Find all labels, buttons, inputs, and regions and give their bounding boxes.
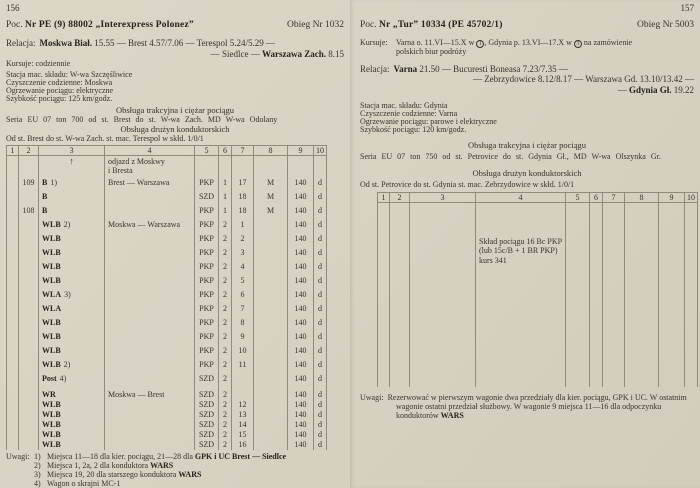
obieg-number: Obieg Nr 1032 — [287, 20, 344, 30]
col-carrier: PKP — [195, 246, 219, 260]
remark-item: 1) Miejsca 11—18 dla kier. pociągu, 21—28 dla GPK i UC Brest — Siedlce — [34, 451, 287, 461]
col-speed: 140 — [288, 274, 314, 288]
table-row — [6, 410, 327, 420]
col-route — [105, 400, 195, 410]
col-circuit — [19, 246, 39, 260]
col-car-type: WLB — [39, 232, 105, 246]
col-car-number: 18 — [232, 190, 254, 204]
col-class: 2 — [219, 420, 232, 430]
table-row — [6, 260, 327, 274]
operating-days-label: Kursuje: — [360, 38, 388, 47]
col-route — [105, 232, 195, 246]
col-car-number — [232, 386, 254, 400]
col-class: 2 — [219, 246, 232, 260]
col-car-type: B — [39, 204, 105, 218]
col-speed: 140 — [288, 400, 314, 410]
col-car-type: WLB — [39, 410, 105, 420]
col-route — [105, 372, 195, 386]
conductor-route-line: Od st. Brest do st. W-wa Zach. st. mac. Terespol w skłd. 1/0/1 — [6, 133, 204, 143]
col-carrier: PKP — [195, 176, 219, 190]
col-1 — [7, 232, 19, 246]
col-car-number: 12 — [232, 400, 254, 410]
col-car-type: WLB — [39, 260, 105, 274]
col-class: 1 — [219, 204, 232, 218]
col-circuit — [19, 400, 39, 410]
table-row — [6, 232, 327, 246]
col-circuit — [19, 410, 39, 420]
col-route — [105, 420, 195, 430]
col-circuit — [19, 440, 39, 450]
col-brake: d — [314, 410, 327, 420]
col-mark — [254, 260, 288, 274]
col-car-type: WLB — [39, 420, 105, 430]
col-circuit — [19, 190, 39, 204]
col-carrier: PKP — [195, 204, 219, 218]
col-route — [105, 344, 195, 358]
remarks-list — [34, 452, 286, 488]
col-mark: M — [254, 176, 288, 190]
col-speed: 140 — [288, 330, 314, 344]
col-class: 2 — [219, 344, 232, 358]
col-speed: 140 — [288, 176, 314, 190]
col-car-type: WLB — [39, 344, 105, 358]
col-circuit — [19, 232, 39, 246]
col-class: 2 — [219, 316, 232, 330]
table-row — [6, 274, 327, 288]
col-car-type: WR — [39, 386, 105, 400]
col-brake: d — [314, 344, 327, 358]
operating-days: Kursuje: codziennie — [6, 59, 71, 68]
col-brake: d — [314, 260, 327, 274]
col-speed: 140 — [288, 358, 314, 372]
table-row — [6, 372, 327, 386]
col-route — [105, 440, 195, 450]
col-speed: 140 — [288, 302, 314, 316]
col-circuit — [19, 430, 39, 440]
remark-item: 4) Wagon o skrajni MC-1 — [34, 478, 121, 488]
table-row — [6, 246, 327, 260]
col-route — [105, 430, 195, 440]
table-row — [6, 330, 327, 344]
col-route — [105, 330, 195, 344]
col-speed: 140 — [288, 316, 314, 330]
col-1 — [7, 274, 19, 288]
col-class: 2 — [219, 400, 232, 410]
col-mark — [254, 246, 288, 260]
col-class: 2 — [219, 330, 232, 344]
col-class: 2 — [219, 218, 232, 232]
col-1 — [7, 386, 19, 400]
col-mark — [254, 330, 288, 344]
col-speed: 140 — [288, 386, 314, 400]
col-1 — [7, 316, 19, 330]
col-car-type: Post 4) — [39, 372, 105, 386]
col-1 — [7, 420, 19, 430]
col-circuit: 109 — [19, 176, 39, 190]
table-row — [6, 176, 327, 190]
col-route — [105, 302, 195, 316]
col-class: 2 — [219, 260, 232, 274]
col-mark — [254, 386, 288, 400]
table-pre-row — [6, 156, 327, 176]
col-carrier: SZD — [195, 430, 219, 440]
table-row — [6, 190, 327, 204]
section-conductors: Obsługa drużyn konduktorskich — [120, 123, 230, 134]
col-mark — [254, 400, 288, 410]
info-line: Szybkość pociągu: 120 km/godz. — [360, 124, 467, 134]
day-circle-icon: 1 — [476, 40, 484, 48]
col-carrier: SZD — [195, 400, 219, 410]
col-carrier: PKP — [195, 274, 219, 288]
col-1 — [7, 430, 19, 440]
col-speed: 140 — [288, 372, 314, 386]
table-row — [6, 316, 327, 330]
col-car-type: WLB 2) — [39, 218, 105, 232]
consist-note: Skład pociągu 16 Bc PKP (lub 15c/B + 1 BR PKP) kurs 341 — [476, 203, 566, 387]
col-speed: 140 — [288, 232, 314, 246]
remarks-label: Uwagi: — [6, 451, 30, 461]
operating-days-block: Kursuje: Varna o. 11.VI—15.X w 1 , Gdynia p. 13.VI—17.X w 3 na zamówienie polskich biur podróży — [360, 38, 633, 56]
table-row — [6, 440, 327, 450]
col-car-number: 11 — [232, 358, 254, 372]
info-line: Stacja mac. składu: W-wa Szczęśliwice — [6, 70, 133, 79]
col-circuit: 108 — [19, 204, 39, 218]
section-conductors: Obsługa drużyn konduktorskich — [472, 167, 582, 178]
col-car-type: WLB — [39, 330, 105, 344]
col-circuit — [19, 274, 39, 288]
info-line: Szybkość pociągu: 125 km/godz. — [6, 93, 113, 103]
day-circle-icon: 3 — [574, 40, 582, 48]
col-brake: d — [314, 386, 327, 400]
train-title: Poc. Nr PE (9) 88002 „Interexpress Polonez” — [6, 20, 194, 30]
col-mark — [254, 440, 288, 450]
col-class: 2 — [219, 386, 232, 400]
col-carrier: PKP — [195, 344, 219, 358]
col-brake: d — [314, 316, 327, 330]
col-mark — [254, 344, 288, 358]
table-header-row: 1 2 3 4 5 6 7 8 9 10 — [6, 145, 327, 156]
col-carrier: SZD — [195, 410, 219, 420]
info-line: Czyszczenie codzienne: Moskwa — [6, 77, 113, 87]
col-speed: 140 — [288, 420, 314, 430]
col-route — [105, 316, 195, 330]
col-brake: d — [314, 274, 327, 288]
info-line: Czyszczenie codzienne: Varna — [360, 108, 458, 118]
col-route — [105, 190, 195, 204]
col-car-type: WLB — [39, 400, 105, 410]
section-traction: Obsługa trakcyjna i ciężar pociągu — [467, 139, 586, 150]
col-1 — [7, 372, 19, 386]
col-class: 2 — [219, 288, 232, 302]
col-class: 1 — [219, 190, 232, 204]
table-row — [6, 400, 327, 410]
col-1 — [7, 330, 19, 344]
col-carrier: SZD — [195, 386, 219, 400]
col-class: 2 — [219, 440, 232, 450]
page-number: 157 — [680, 3, 694, 13]
col-class: 2 — [219, 358, 232, 372]
col-circuit — [19, 420, 39, 430]
col-car-type: WLA — [39, 302, 105, 316]
col-mark — [254, 358, 288, 372]
col-brake: d — [314, 288, 327, 302]
col-route — [105, 246, 195, 260]
col-brake: d — [314, 246, 327, 260]
col-mark — [254, 274, 288, 288]
remarks-block — [6, 452, 344, 488]
col-1 — [7, 190, 19, 204]
col-mark — [254, 430, 288, 440]
col-car-type: WLB — [39, 246, 105, 260]
col-car-type: WLB — [39, 316, 105, 330]
direction-arrow-icon: ↑ — [39, 156, 105, 176]
route-label: Relacja: — [6, 38, 36, 48]
table-empty-body — [377, 203, 698, 387]
col-car-number: 3 — [232, 246, 254, 260]
col-class: 2 — [219, 302, 232, 316]
col-mark: M — [254, 204, 288, 218]
col-car-number: 5 — [232, 274, 254, 288]
col-1 — [7, 260, 19, 274]
col-car-number: 13 — [232, 410, 254, 420]
col-1 — [7, 288, 19, 302]
table-row — [6, 288, 327, 302]
table-row — [6, 344, 327, 358]
col-car-number: 14 — [232, 420, 254, 430]
remark-item: 2) Miejsca 1, 2a, 2 dla konduktora WARS — [34, 460, 174, 470]
col-brake: d — [314, 302, 327, 316]
col-car-type: WLB — [39, 274, 105, 288]
col-1 — [7, 344, 19, 358]
col-car-number: 6 — [232, 288, 254, 302]
locomotive-line: Seria EU 07 ton 700 od st. Brest do st. W-wa Zach. MD W-wa Odolany — [6, 114, 278, 124]
col-brake: d — [314, 358, 327, 372]
col-route: Brest — Warszawa — [105, 176, 195, 190]
col-mark — [254, 288, 288, 302]
route-label: Relacja: — [360, 63, 390, 74]
section-traction: Obsługa trakcyjna i ciężar pociągu — [115, 104, 234, 115]
col-brake: d — [314, 420, 327, 430]
col-brake: d — [314, 232, 327, 246]
col-carrier: PKP — [195, 302, 219, 316]
locomotive-line: Seria EU 07 ton 750 od st. Petrovice do st. Gdynia Gł., MD W-wa Olszynka Gr. — [360, 151, 661, 161]
col-circuit — [19, 288, 39, 302]
col-carrier: PKP — [195, 288, 219, 302]
col-carrier: SZD — [195, 372, 219, 386]
col-car-type: B 1) — [39, 176, 105, 190]
col-brake: d — [314, 430, 327, 440]
col-car-number: 7 — [232, 302, 254, 316]
col-speed: 140 — [288, 246, 314, 260]
col-speed: 140 — [288, 288, 314, 302]
timetable-page-right — [350, 0, 700, 488]
col-car-number: 4 — [232, 260, 254, 274]
col-brake: d — [314, 190, 327, 204]
col-car-type: WLB 2) — [39, 358, 105, 372]
col-route — [105, 274, 195, 288]
info-line: Ogrzewanie pociągu: elektryczne — [6, 85, 114, 95]
departure-note: odjazd z Moskwy i Bresta — [105, 156, 195, 176]
col-carrier: PKP — [195, 218, 219, 232]
col-carrier: SZD — [195, 190, 219, 204]
col-car-type: WLB — [39, 440, 105, 450]
col-car-type: WLB — [39, 430, 105, 440]
col-route — [105, 204, 195, 218]
col-speed: 140 — [288, 410, 314, 420]
table-row — [6, 302, 327, 316]
col-circuit — [19, 218, 39, 232]
col-class: 2 — [219, 232, 232, 246]
info-line: Stacja mac. składu: Gdynia — [360, 101, 448, 110]
table-row — [6, 420, 327, 430]
table-row — [6, 218, 327, 232]
col-circuit — [19, 372, 39, 386]
col-mark — [254, 410, 288, 420]
page-number: 156 — [6, 3, 20, 13]
col-1 — [7, 410, 19, 420]
col-route — [105, 410, 195, 420]
col-class: 1 — [219, 176, 232, 190]
table-rows — [6, 176, 344, 386]
table-row — [6, 430, 327, 440]
col-speed: 140 — [288, 344, 314, 358]
train-title: Poc. Nr „Tur” 10334 (PE 45702/1) — [360, 20, 503, 30]
col-circuit — [19, 330, 39, 344]
col-car-number: 9 — [232, 330, 254, 344]
col-circuit — [19, 316, 39, 330]
route-block: Relacja: Moskwa Biał. 15.55 — Brest 4.57/7.06 — Terespol 5.24/5.29 — — Siedlce — Warszawa Zach. 8.15 — [6, 38, 344, 59]
col-route — [105, 260, 195, 274]
train-header — [6, 20, 344, 31]
col-brake: d — [314, 218, 327, 232]
remark-item: 3) Miejsca 19, 20 dla starszego konduktora WARS — [34, 469, 202, 479]
col-speed: 140 — [288, 260, 314, 274]
table-rows-compact — [6, 386, 344, 450]
col-car-number — [232, 372, 254, 386]
col-brake: d — [314, 400, 327, 410]
col-car-number: 8 — [232, 316, 254, 330]
col-mark: M — [254, 190, 288, 204]
col-car-type: B — [39, 190, 105, 204]
col-carrier: PKP — [195, 358, 219, 372]
col-route — [105, 358, 195, 372]
col-car-number: 15 — [232, 430, 254, 440]
col-mark — [254, 218, 288, 232]
consist-table — [6, 145, 344, 450]
remarks-label: Uwagi: — [360, 392, 384, 402]
col-1 — [7, 204, 19, 218]
col-carrier: PKP — [195, 330, 219, 344]
table-row — [6, 358, 327, 372]
col-circuit — [19, 302, 39, 316]
col-carrier: PKP — [195, 260, 219, 274]
col-car-number: 2 — [232, 232, 254, 246]
table-row — [6, 204, 327, 218]
train-header — [360, 20, 694, 31]
col-speed: 140 — [288, 430, 314, 440]
col-route — [105, 288, 195, 302]
col-car-number: 10 — [232, 344, 254, 358]
info-line: Ogrzewanie pociągu: parowe i elektryczne — [360, 116, 497, 126]
col-brake: d — [314, 204, 327, 218]
col-speed: 140 — [288, 204, 314, 218]
col-class: 2 — [219, 372, 232, 386]
col-class: 2 — [219, 410, 232, 420]
col-car-number: 18 — [232, 204, 254, 218]
col-mark — [254, 372, 288, 386]
col-carrier: PKP — [195, 316, 219, 330]
col-1 — [7, 176, 19, 190]
col-speed: 140 — [288, 190, 314, 204]
col-car-type: WLA 3) — [39, 288, 105, 302]
col-1 — [7, 400, 19, 410]
col-carrier: SZD — [195, 420, 219, 430]
obieg-number: Obieg Nr 5003 — [637, 20, 694, 30]
col-circuit — [19, 386, 39, 400]
col-route: Moskwa — Brest — [105, 386, 195, 400]
col-circuit — [19, 260, 39, 274]
col-carrier: SZD — [195, 440, 219, 450]
col-class: 2 — [219, 430, 232, 440]
col-carrier: PKP — [195, 232, 219, 246]
remarks-block: Uwagi: Rezerwować w pierwszym wagonie dwa przedziały dla kier. pociągu, GPK i UC. W ostatnim wagonie ostatni przedział służbowy. W wagonie 9 miejsca 11—16 dla odpoczynku konduktorów WARS — [360, 392, 687, 420]
table-row — [6, 386, 327, 400]
col-speed: 140 — [288, 218, 314, 232]
col-mark — [254, 316, 288, 330]
col-1 — [7, 218, 19, 232]
col-mark — [254, 420, 288, 430]
table-header-row: 1 2 3 4 5 6 7 8 9 10 — [377, 192, 698, 203]
conductor-route-line: Od st. Petrovice do st. Gdynia st. mac. Zebrzydowice w skłd. 1/0/1 — [360, 179, 575, 189]
col-circuit — [19, 344, 39, 358]
col-brake: d — [314, 330, 327, 344]
col-1 — [7, 246, 19, 260]
col-circuit — [19, 358, 39, 372]
col-class: 2 — [219, 274, 232, 288]
train-info-list — [6, 71, 344, 103]
col-car-number: 17 — [232, 176, 254, 190]
col-1 — [7, 440, 19, 450]
col-mark — [254, 232, 288, 246]
col-speed: 140 — [288, 440, 314, 450]
train-info-list — [360, 102, 694, 134]
route-block: Relacja: Varna 21.50 — Bucuresti Boneasa 7.23/7.35 — — Zebrzydowice 8.12/8.17 — Warszawa Gd. 13.10/13.42 — — Gdynia Gł. 19.22 — [360, 63, 694, 95]
col-1 — [7, 302, 19, 316]
col-car-number: 1 — [232, 218, 254, 232]
col-car-number: 16 — [232, 440, 254, 450]
col-mark — [254, 302, 288, 316]
col-brake: d — [314, 176, 327, 190]
col-brake: d — [314, 440, 327, 450]
col-route: Moskwa — Warszawa — [105, 218, 195, 232]
col-brake: d — [314, 372, 327, 386]
col-1 — [7, 358, 19, 372]
consist-table — [377, 192, 694, 387]
